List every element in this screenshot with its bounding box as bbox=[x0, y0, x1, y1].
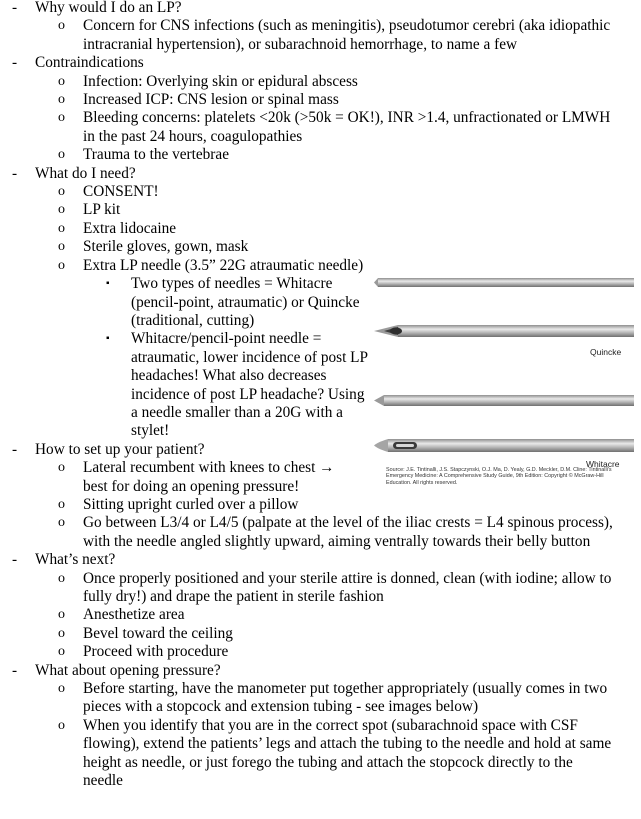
quincke-label: Quincke bbox=[590, 347, 622, 357]
list-item: o Once properly positioned and your sterile attire is donned, clean (with iodine; allow to fully dry!) and drape the patient in sterile fashion bbox=[58, 569, 612, 605]
list-item: o Infection: Overlying skin or epidural abscess bbox=[58, 72, 358, 90]
list-item: o Proceed with procedure bbox=[58, 643, 229, 661]
list-item: o Sterile gloves, gown, mask bbox=[58, 238, 249, 256]
circle-bullet: o bbox=[58, 717, 65, 733]
section-heading: - How to set up your patient? bbox=[12, 440, 205, 458]
dash-bullet: - bbox=[12, 440, 18, 458]
square-bullet: ▪ bbox=[106, 333, 110, 345]
list-item: o CONSENT! bbox=[58, 183, 159, 201]
whitacre-needle bbox=[374, 439, 634, 452]
list-item: o Lateral recumbent with knees to chest → best for doing an opening pressure! bbox=[58, 459, 335, 495]
list-item: o When you identify that you are in the correct spot (subarachnoid space with CSF flowing), extend the patients’ legs and attach the tubing to the needle and hold at same height as needle, or just forego the tubing and attach the stopcock directly to the needle bbox=[58, 716, 612, 790]
square-bullet: ▪ bbox=[106, 278, 110, 290]
quincke-stylet-needle bbox=[374, 278, 634, 287]
circle-bullet: o bbox=[58, 257, 65, 273]
list-item: o LP kit bbox=[58, 201, 121, 219]
list-item: o Sitting upright curled over a pillow bbox=[58, 495, 299, 513]
list-item: o Anesthetize area bbox=[58, 606, 185, 624]
list-item: o Trauma to the vertebrae bbox=[58, 146, 229, 164]
circle-bullet: o bbox=[58, 681, 65, 697]
section-heading: - Contraindications bbox=[12, 54, 144, 72]
list-item: o Before starting, have the manometer put together appropriately (usually comes in two pieces with a stopcock and extension tubing - see images below) bbox=[58, 680, 608, 716]
circle-bullet: o bbox=[58, 147, 65, 163]
circle-bullet: o bbox=[58, 625, 65, 641]
list-item: o Bevel toward the ceiling bbox=[58, 624, 233, 642]
circle-bullet: o bbox=[58, 220, 65, 236]
circle-bullet: o bbox=[58, 570, 65, 586]
dash-bullet: - bbox=[12, 0, 18, 16]
sub-list-item: ▪ Whitacre/pencil-point needle = atraumatic, lower incidence of post LP headaches! What also decreases incidence of post LP headache? Using a needle smaller than a 20G with a stylet! bbox=[106, 330, 368, 440]
circle-bullet: o bbox=[58, 92, 65, 108]
circle-bullet: o bbox=[58, 460, 65, 476]
sub-list-item: ▪ Two types of needles = Whitacre (pencil-point, atraumatic) or Quincke (traditional, cutting) bbox=[106, 275, 360, 329]
dash-bullet: - bbox=[12, 54, 18, 72]
circle-bullet: o bbox=[58, 110, 65, 126]
whitacre-label: Whitacre bbox=[586, 459, 620, 467]
list-item: o Extra LP needle (3.5” 22G atraumatic needle) bbox=[58, 256, 364, 274]
circle-bullet: o bbox=[58, 239, 65, 255]
circle-bullet: o bbox=[58, 18, 65, 34]
section-heading: - What’s next? bbox=[12, 551, 116, 569]
section-heading: - What about opening pressure? bbox=[12, 661, 221, 679]
circle-bullet: o bbox=[58, 496, 65, 512]
circle-bullet: o bbox=[58, 202, 65, 218]
list-item: o Go between L3/4 or L4/5 (palpate at the level of the iliac crests = L4 spinous process), with the needle angled slightly upward, aiming ventrally towards their belly button bbox=[58, 514, 613, 550]
circle-bullet: o bbox=[58, 644, 65, 660]
circle-bullet: o bbox=[58, 73, 65, 89]
list-item: o Bleeding concerns: platelets <20k (>50k = OK!), INR >1.4, unfractionated or LMWH in the past 24 hours, coagulopathies bbox=[58, 109, 611, 145]
list-item: o Extra lidocaine bbox=[58, 219, 177, 237]
section-heading: - What do I need? bbox=[12, 164, 136, 182]
circle-bullet: o bbox=[58, 607, 65, 623]
circle-bullet: o bbox=[58, 184, 65, 200]
needle-illustration bbox=[374, 275, 636, 467]
list-item: o Concern for CNS infections (such as meningitis), pseudotumor cerebri (aka idiopathic intracranial hypertension), or subarachnoid hemorrhage, to name a few bbox=[58, 17, 611, 53]
dash-bullet: - bbox=[12, 164, 18, 182]
quincke-needle bbox=[374, 325, 634, 337]
circle-bullet: o bbox=[58, 515, 65, 531]
figure-source-caption: Source: J.E. Tintinalli, J.S. Stapczynski, O.J. Ma, D. Yealy, G.D. Meckler, D.M. Cline: Tintinalli's Emergency Medicine: A Comprehensive Study Guide, 9th Edition: Copyright © McGraw-Hill Education. All rights reserved. bbox=[386, 467, 612, 486]
needle-comparison-figure bbox=[374, 275, 636, 495]
section-heading: - Why would I do an LP? bbox=[12, 0, 182, 16]
dash-bullet: - bbox=[12, 551, 18, 569]
dash-bullet: - bbox=[12, 661, 18, 679]
whitacre-stylet-needle bbox=[374, 395, 634, 406]
list-item: o Increased ICP: CNS lesion or spinal mass bbox=[58, 91, 339, 109]
